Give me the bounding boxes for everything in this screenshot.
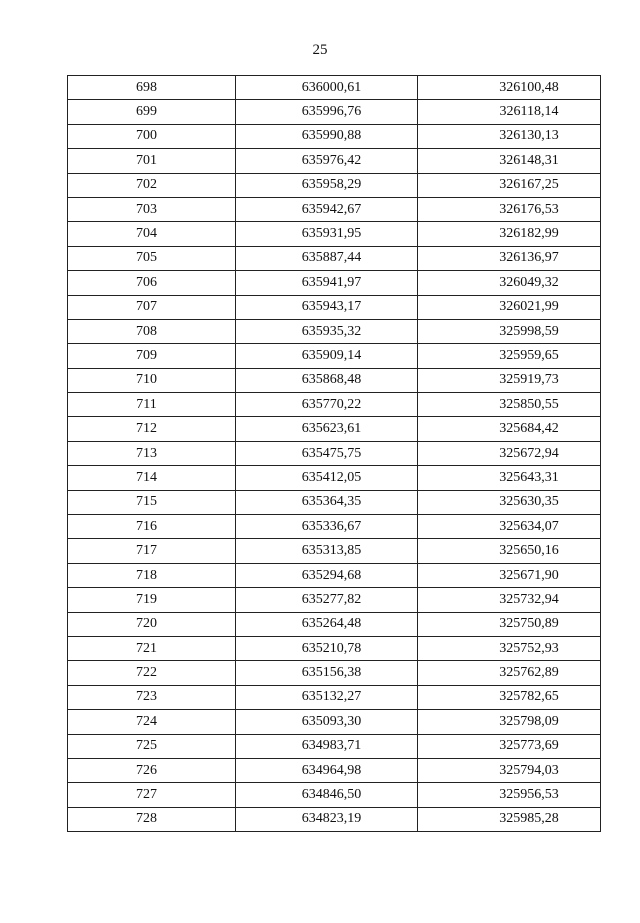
table-row (68, 222, 601, 246)
x-coordinate-cell: 635935,32 (236, 319, 418, 343)
x-coordinate-cell: 635887,44 (236, 246, 418, 270)
table-row (68, 393, 601, 417)
point-number-cell: 720 (68, 612, 236, 636)
y-coordinate-cell: 325672,94 (418, 441, 601, 465)
y-coordinate-cell: 325798,09 (418, 710, 601, 734)
x-coordinate-cell: 635958,29 (236, 173, 418, 197)
x-coordinate-cell: 635156,38 (236, 661, 418, 685)
y-coordinate-cell: 325752,93 (418, 636, 601, 660)
y-coordinate-cell: 325634,07 (418, 515, 601, 539)
table-row (68, 734, 601, 758)
x-coordinate-cell: 635909,14 (236, 344, 418, 368)
point-number-cell: 724 (68, 710, 236, 734)
y-coordinate-cell: 326136,97 (418, 246, 601, 270)
table-row (68, 246, 601, 270)
point-number-cell: 723 (68, 685, 236, 709)
y-coordinate-cell: 326167,25 (418, 173, 601, 197)
x-coordinate-cell: 636000,61 (236, 76, 418, 100)
table-row (68, 124, 601, 148)
y-coordinate-cell: 326100,48 (418, 76, 601, 100)
y-coordinate-cell: 325630,35 (418, 490, 601, 514)
point-number-cell: 713 (68, 441, 236, 465)
table-row (68, 441, 601, 465)
y-coordinate-cell: 326130,13 (418, 124, 601, 148)
point-number-cell: 708 (68, 319, 236, 343)
table-row (68, 685, 601, 709)
point-number-cell: 728 (68, 807, 236, 831)
point-number-cell: 711 (68, 393, 236, 417)
y-coordinate-cell: 325650,16 (418, 539, 601, 563)
point-number-cell: 699 (68, 100, 236, 124)
y-coordinate-cell: 325732,94 (418, 588, 601, 612)
page-number: 25 (312, 42, 328, 58)
x-coordinate-cell: 635942,67 (236, 197, 418, 221)
x-coordinate-cell: 635996,76 (236, 100, 418, 124)
x-coordinate-cell: 635931,95 (236, 222, 418, 246)
table-row (68, 417, 601, 441)
table-row (68, 588, 601, 612)
y-coordinate-cell: 325773,69 (418, 734, 601, 758)
point-number-cell: 725 (68, 734, 236, 758)
x-coordinate-cell: 635770,22 (236, 393, 418, 417)
table-row (68, 344, 601, 368)
point-number-cell: 717 (68, 539, 236, 563)
x-coordinate-cell: 635990,88 (236, 124, 418, 148)
y-coordinate-cell: 325671,90 (418, 563, 601, 587)
x-coordinate-cell: 635336,67 (236, 515, 418, 539)
table-row (68, 758, 601, 782)
y-coordinate-cell: 325684,42 (418, 417, 601, 441)
y-coordinate-cell: 325850,55 (418, 393, 601, 417)
table-row (68, 563, 601, 587)
point-number-cell: 714 (68, 466, 236, 490)
x-coordinate-cell: 635868,48 (236, 368, 418, 392)
y-coordinate-cell: 325985,28 (418, 807, 601, 831)
x-coordinate-cell: 635210,78 (236, 636, 418, 660)
point-number-cell: 707 (68, 295, 236, 319)
point-number-cell: 727 (68, 783, 236, 807)
y-coordinate-cell: 325794,03 (418, 758, 601, 782)
table-row (68, 661, 601, 685)
y-coordinate-cell: 325750,89 (418, 612, 601, 636)
table-row (68, 76, 601, 100)
table-row (68, 295, 601, 319)
table-row (68, 197, 601, 221)
table-row (68, 710, 601, 734)
x-coordinate-cell: 635132,27 (236, 685, 418, 709)
point-number-cell: 702 (68, 173, 236, 197)
x-coordinate-cell: 635943,17 (236, 295, 418, 319)
y-coordinate-cell: 325643,31 (418, 466, 601, 490)
point-number-cell: 719 (68, 588, 236, 612)
y-coordinate-cell: 325919,73 (418, 368, 601, 392)
point-number-cell: 703 (68, 197, 236, 221)
y-coordinate-cell: 326176,53 (418, 197, 601, 221)
point-number-cell: 716 (68, 515, 236, 539)
table-row (68, 319, 601, 343)
x-coordinate-cell: 635264,48 (236, 612, 418, 636)
point-number-cell: 706 (68, 271, 236, 295)
coordinates-table (67, 75, 601, 832)
x-coordinate-cell: 635093,30 (236, 710, 418, 734)
point-number-cell: 705 (68, 246, 236, 270)
y-coordinate-cell: 326118,14 (418, 100, 601, 124)
table-row (68, 271, 601, 295)
x-coordinate-cell: 634983,71 (236, 734, 418, 758)
y-coordinate-cell: 325782,65 (418, 685, 601, 709)
x-coordinate-cell: 635941,97 (236, 271, 418, 295)
table-row (68, 149, 601, 173)
y-coordinate-cell: 325998,59 (418, 319, 601, 343)
y-coordinate-cell: 326049,32 (418, 271, 601, 295)
x-coordinate-cell: 635294,68 (236, 563, 418, 587)
point-number-cell: 709 (68, 344, 236, 368)
y-coordinate-cell: 326148,31 (418, 149, 601, 173)
table-row (68, 100, 601, 124)
x-coordinate-cell: 635277,82 (236, 588, 418, 612)
y-coordinate-cell: 326021,99 (418, 295, 601, 319)
point-number-cell: 712 (68, 417, 236, 441)
x-coordinate-cell: 635976,42 (236, 149, 418, 173)
table-row (68, 490, 601, 514)
x-coordinate-cell: 635623,61 (236, 417, 418, 441)
y-coordinate-cell: 326182,99 (418, 222, 601, 246)
table-row (68, 612, 601, 636)
table-row (68, 515, 601, 539)
table-row (68, 368, 601, 392)
point-number-cell: 698 (68, 76, 236, 100)
point-number-cell: 718 (68, 563, 236, 587)
point-number-cell: 715 (68, 490, 236, 514)
y-coordinate-cell: 325959,65 (418, 344, 601, 368)
x-coordinate-cell: 634823,19 (236, 807, 418, 831)
y-coordinate-cell: 325762,89 (418, 661, 601, 685)
x-coordinate-cell: 635364,35 (236, 490, 418, 514)
x-coordinate-cell: 635475,75 (236, 441, 418, 465)
point-number-cell: 726 (68, 758, 236, 782)
point-number-cell: 710 (68, 368, 236, 392)
table-row (68, 783, 601, 807)
x-coordinate-cell: 635313,85 (236, 539, 418, 563)
y-coordinate-cell: 325956,53 (418, 783, 601, 807)
table-row (68, 636, 601, 660)
x-coordinate-cell: 634964,98 (236, 758, 418, 782)
x-coordinate-cell: 635412,05 (236, 466, 418, 490)
coordinates-table-body (68, 76, 601, 832)
table-row (68, 466, 601, 490)
point-number-cell: 700 (68, 124, 236, 148)
table-row (68, 173, 601, 197)
table-row (68, 807, 601, 831)
point-number-cell: 704 (68, 222, 236, 246)
point-number-cell: 721 (68, 636, 236, 660)
point-number-cell: 701 (68, 149, 236, 173)
point-number-cell: 722 (68, 661, 236, 685)
table-row (68, 539, 601, 563)
x-coordinate-cell: 634846,50 (236, 783, 418, 807)
